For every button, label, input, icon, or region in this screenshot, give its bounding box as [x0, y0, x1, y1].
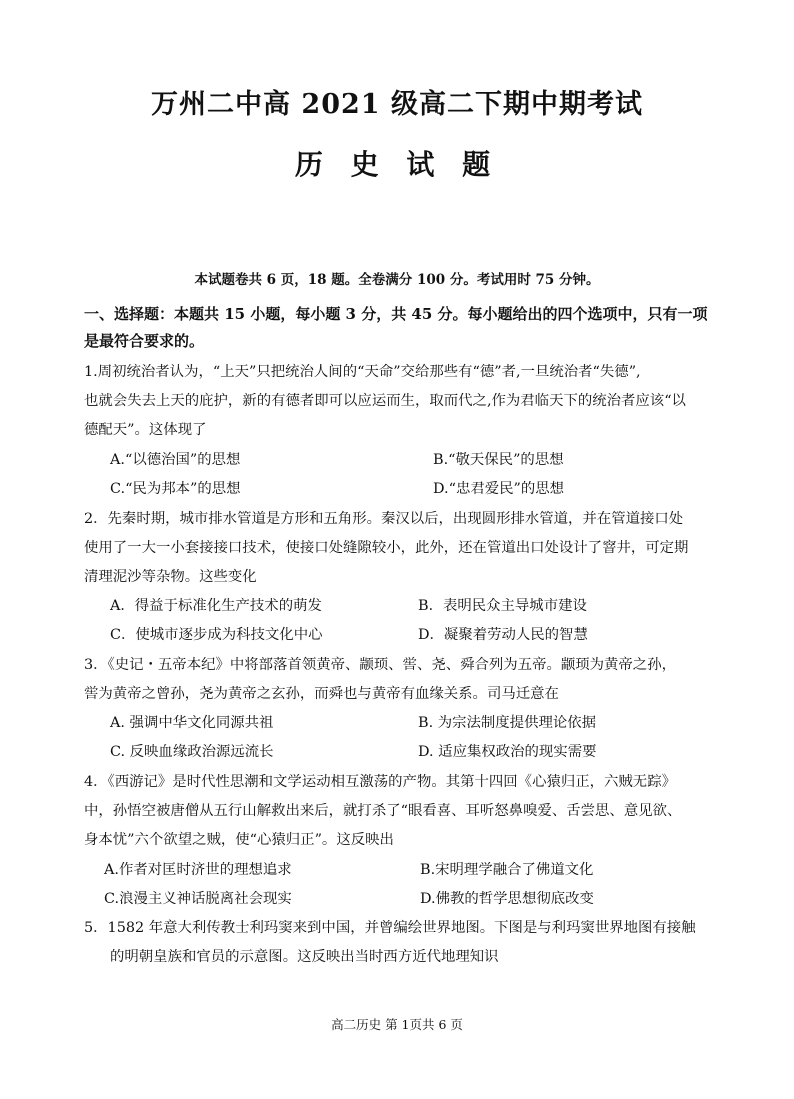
question-3-option-b: B. 为宗法制度提供理论依据	[418, 715, 597, 731]
question-3-option-d: D. 适应集权政治的现实需要	[418, 744, 597, 760]
exam-title: 万州二中高 2021 级高二下期中期考试	[151, 89, 643, 120]
section-heading: 一、选择题：本题共 15 小题，每小题 3 分，共 45 分。每小题给出的四个选项中，只有一项	[84, 305, 708, 323]
question-4-text: 身本忧”六个欲望之贼，使“心猿归正”。这反映出	[84, 832, 394, 848]
question-4-option-a: A.作者对匡时济世的理想追求	[104, 862, 292, 878]
question-1-text: 德配天”。这体现了	[84, 422, 207, 438]
question-4-option-b: B.宋明理学融合了佛道文化	[420, 862, 594, 878]
question-2-option-c: C．使城市逐步成为科技文化中心	[110, 627, 323, 643]
question-4-option-c: C.浪漫主义神话脱离社会现实	[104, 891, 292, 907]
question-1-option-c: C.“民为邦本”的思想	[110, 481, 241, 497]
question-1-option-b: B.“敬天保民”的思想	[433, 452, 564, 468]
question-1-option-a: A.“以德治国”的思想	[110, 452, 241, 468]
question-5-text: 5．1582 年意大利传教士利玛窦来到中国，并曾编绘世界地图。下图是与利玛窦世界地图有接触	[84, 920, 696, 936]
question-1-option-d: D.“忠君爱民”的思想	[433, 481, 565, 497]
question-2-option-b: B．表明民众主导城市建设	[418, 598, 587, 614]
question-2-text: 2．先秦时期，城市排水管道是方形和五角形。秦汉以后，出现圆形排水管道，并在管道接口处	[84, 511, 684, 527]
question-2-option-a: A．得益于标准化生产技术的萌发	[110, 598, 322, 614]
exam-info: 本试题卷共 6 页，18 题。全卷满分 100 分。考试用时 75 分钟。	[194, 272, 600, 288]
question-4-text: 中，孙悟空被唐僧从五行山解救出来后，就打杀了“眼看喜、耳听怒鼻嗅爱、舌尝思、意见欲、	[84, 803, 682, 819]
question-3-option-c: C. 反映血缘政治源远流长	[110, 744, 274, 760]
question-3-text: 3．《史记・五帝本纪》中将部落首领黄帝、颛顼、喾、尧、舜合列为五帝。颛顼为黄帝之孙，	[84, 657, 676, 673]
question-3-option-a: A. 强调中华文化同源共祖	[110, 715, 274, 731]
question-2-text: 使用了一大一小套接接口技术，使接口处缝隙较小，此外，还在管道出口处设计了窨井，可定期	[84, 540, 689, 556]
question-1-text: 也就会失去上天的庇护，新的有德者即可以应运而生，取而代之,作为君临天下的统治者应该“以	[84, 393, 686, 409]
subject-title: 历 史 试 题	[294, 148, 500, 181]
question-4-text: 4．《西游记》是时代性思潮和文学运动相互激荡的产物。其第十四回《心猿归正，六贼无踪》	[84, 774, 676, 790]
question-3-text: 喾为黄帝之曾孙，尧为黄帝之玄孙，而舜也与黄帝有血缘关系。司马迁意在	[84, 686, 559, 702]
section-heading-cont: 是最符合要求的。	[84, 332, 205, 350]
question-2-option-d: D．凝聚着劳动人民的智慧	[418, 627, 588, 643]
question-4-option-d: D.佛教的哲学思想彻底改变	[420, 891, 594, 907]
page-footer: 高二历史 第 1页共 6 页	[331, 1017, 463, 1032]
question-2-text: 清理泥沙等杂物。这些变化	[84, 569, 257, 585]
question-1-text: 1.周初统治者认为，“上天”只把统治人间的“天命”交给那些有“德”者,一旦统治者“失德”,	[84, 364, 641, 380]
question-5-text: 的明朝皇族和官员的示意图。这反映出当时西方近代地理知识	[110, 949, 499, 965]
